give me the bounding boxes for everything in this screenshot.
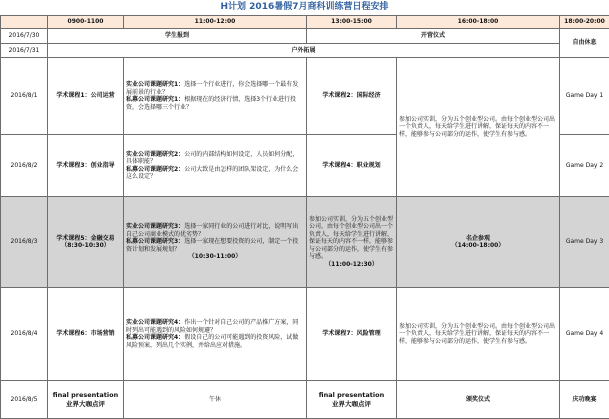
research-a-text: 选择一个行业进行，你会选择哪一个最有发展前景的行业？ [126, 81, 298, 96]
research-a-title: 实业公司课题研究2： [126, 151, 184, 158]
course-title: 学术课程5：金融交易 [50, 235, 121, 243]
header-row [1, 16, 609, 29]
header-time-1100: 11:00-12:00 [124, 16, 307, 29]
research-a-title: 实业公司课题研究4： [126, 319, 184, 326]
company-training-text: 参加公司实训，分为五个创业型公司，由每个创业型公司出一个负责人，每天给学生进行讲解，保证每天的内容不一样，能够参与公司部分的运作，使学生有参与感。 [309, 216, 393, 261]
final-presentation-title: final presentation [50, 391, 121, 399]
date-cell: 2016/8/3 [1, 197, 48, 288]
final-presentation-cell [307, 381, 397, 419]
research-a-title: 实业公司课题研究1： [126, 81, 184, 88]
company-training-cell [307, 197, 397, 288]
research-b-title: 私募公司课题研究3： [126, 238, 184, 245]
research-b-text: 选择一家现在想要投资的公司，制定一个投资计划和发展规划？ [126, 238, 298, 253]
outdoor-training-cell: 户外拓展 [48, 44, 560, 58]
row-0731 [1, 44, 609, 58]
research-a-text: 作出一个针对自己公司的产品推广方案，同时列出可能遇到的风险如何规避？ [126, 319, 298, 334]
game-day-cell: Game Day 4 [560, 288, 609, 381]
research-b-text: 公司大致是由怎样的团队架设定，为什么会这么设定？ [126, 166, 298, 181]
research-cell [124, 197, 307, 288]
row-0805 [1, 381, 609, 419]
date-cell: 2016/8/1 [1, 58, 48, 135]
research-cell [124, 58, 307, 135]
research-cell [124, 288, 307, 381]
research-b-title: 私募公司课题研究4： [126, 334, 184, 341]
course-cell [48, 197, 124, 288]
final-presentation-cell [48, 381, 124, 419]
course-cell: 学术课程1：公司运营 [48, 58, 124, 135]
award-ceremony-cell: 颁奖仪式 [397, 381, 560, 419]
course-cell: 学术课程6：市场营销 [48, 288, 124, 381]
date-cell: 2016/8/5 [1, 381, 48, 419]
date-cell: 2016/7/30 [1, 29, 48, 44]
date-cell: 2016/8/4 [1, 288, 48, 381]
company-training-time: （11:00-12:30） [309, 261, 394, 269]
research-cell [124, 135, 307, 197]
header-corner [1, 16, 48, 29]
course-cell: 学术课程4：职业规划 [307, 135, 397, 197]
opening-ceremony-cell: 开营仪式 [307, 29, 560, 44]
course-cell: 学术课程2：国际经济 [307, 58, 397, 135]
final-presentation-sub: 业界大咖点评 [309, 400, 394, 408]
row-0803 [1, 197, 609, 288]
date-cell: 2016/7/31 [1, 44, 48, 58]
course-cell: 学术课程3：创业指导 [48, 135, 124, 197]
final-presentation-sub: 业界大咖点评 [50, 400, 121, 408]
celebration-dinner-cell: 庆功晚宴 [560, 381, 609, 419]
research-a-title: 实业公司课题研究3： [126, 223, 184, 230]
company-visit-cell [397, 197, 560, 288]
research-a-text: 公司的内部结构如何设定，人员如何分配，具体职能？ [126, 151, 298, 166]
research-time: （10:30-11:00） [126, 253, 304, 261]
research-b-title: 私募公司课题研究1： [126, 96, 184, 103]
row-0730 [1, 29, 609, 44]
game-day-cell: Game Day 2 [560, 135, 609, 197]
research-b-title: 私募公司课题研究2： [126, 166, 184, 173]
company-training-cell: 参加公司实训，分为五个创业型公司。由每个创业型公司出一个负责人，每天给学生进行讲解，保证每天的内容不一样，能够参与公司部分的运作，使学生有参与感。 [397, 58, 560, 197]
game-day-cell: Game Day 3 [560, 197, 609, 288]
lunch-break-cell: 午休 [124, 381, 307, 419]
date-cell: 2016/8/2 [1, 135, 48, 197]
header-time-1800: 18:00-20:00 [560, 16, 609, 29]
final-presentation-title: final presentation [309, 391, 394, 399]
header-time-1600: 16:00-18:00 [397, 16, 560, 29]
research-a-text: 选择一家同行业的公司进行对比，说明写出自己公司商业模式的优劣势？ [126, 223, 298, 238]
course-time: （8:30-10:30） [50, 242, 121, 250]
schedule-table [0, 15, 609, 419]
game-day-cell: Game Day 1 [560, 58, 609, 135]
free-rest-cell: 自由休息 [560, 29, 609, 58]
research-b-text: 根据现在的经济行情，选择3个行业进行投资，会选择哪三个行业？ [126, 96, 296, 111]
header-time-1300: 13:00-15:00 [307, 16, 397, 29]
company-training-cell: 参加公司实训，分为五个创业型公司。由每个创业型公司出一个负责人，每天给学生进行讲解，保证每天的内容不一样，能够参与公司部分的运作，使学生有参与感。 [397, 288, 560, 381]
course-cell: 学术课程7：风险管理 [307, 288, 397, 381]
company-visit-time: （14:00-18:00） [399, 242, 557, 250]
row-0804 [1, 288, 609, 381]
page-title: H计划 2016暑假7月商科训练营日程安排 [0, 0, 609, 14]
header-time-0900: 0900-1100 [48, 16, 124, 29]
research-b-text: 假设自己的公司可能遇到的投资风险，试做风险预案，列出几个实例，并给出应对措施。 [126, 334, 298, 349]
row-0801 [1, 58, 609, 135]
registration-cell: 学生报到 [48, 29, 307, 44]
company-visit-title: 名企参观 [399, 235, 557, 243]
